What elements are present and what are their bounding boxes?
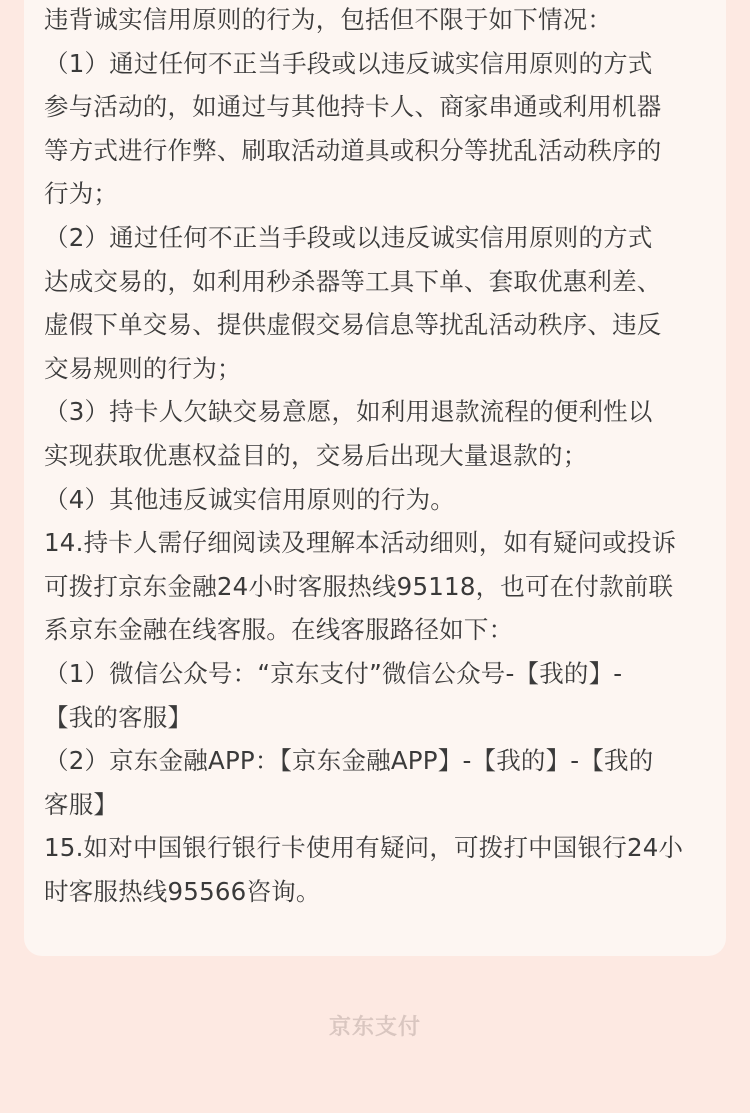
rules-line: （3）持卡人欠缺交易意愿，如利用退款流程的便利性以	[44, 397, 653, 427]
rules-line: 违背诚实信用原则的行为，包括但不限于如下情况：	[44, 5, 613, 34]
rules-line: 14.持卡人需仔细阅读及理解本活动细则，如有疑问或投诉	[44, 528, 677, 558]
rules-line: 可拨打京东金融24小时客服热线95118，也可在付款前联	[44, 571, 674, 601]
rules-line: 参与活动的，如通过与其他持卡人、商家串通或利用机器	[44, 92, 662, 122]
rules-card	[24, 0, 726, 956]
rules-line: 等方式进行作弊、刷取活动道具或积分等扰乱活动秩序的	[44, 135, 662, 165]
rules-line: （1）微信公众号：“京东支付”微信公众号-【我的】-	[44, 658, 623, 688]
rules-line: （2）京东金融APP：【京东金融APP】-【我的】-【我的	[44, 746, 654, 776]
rules-line: （1）通过任何不正当手段或以违反诚实信用原则的方式	[44, 48, 653, 78]
jd-pay-logo: 京东支付	[328, 1015, 421, 1040]
rules-line: （2）通过任何不正当手段或以违反诚实信用原则的方式	[44, 222, 653, 252]
rules-line: 客服】	[44, 789, 119, 819]
rules-line: 行为；	[44, 179, 119, 209]
rules-text	[44, 0, 712, 913]
rules-line: 达成交易的，如利用秒杀器等工具下单、套取优惠利差、	[44, 266, 662, 296]
rules-line: 实现获取优惠权益目的，交易后出现大量退款的；	[44, 440, 588, 470]
rules-line: 时客服热线95566咨询。	[44, 876, 321, 906]
rules-line: 系京东金融在线客服。在线客服路径如下：	[44, 615, 514, 645]
rules-line: （4）其他违反诚实信用原则的行为。	[44, 484, 455, 514]
rules-line: 【我的客服】	[44, 702, 193, 732]
rules-line: 交易规则的行为；	[44, 353, 242, 383]
rules-line: 虚假下单交易、提供虚假交易信息等扰乱活动秩序、违反	[44, 310, 662, 340]
rules-line: 15.如对中国银行银行卡使用有疑问，可拨打中国银行24小	[44, 833, 684, 863]
